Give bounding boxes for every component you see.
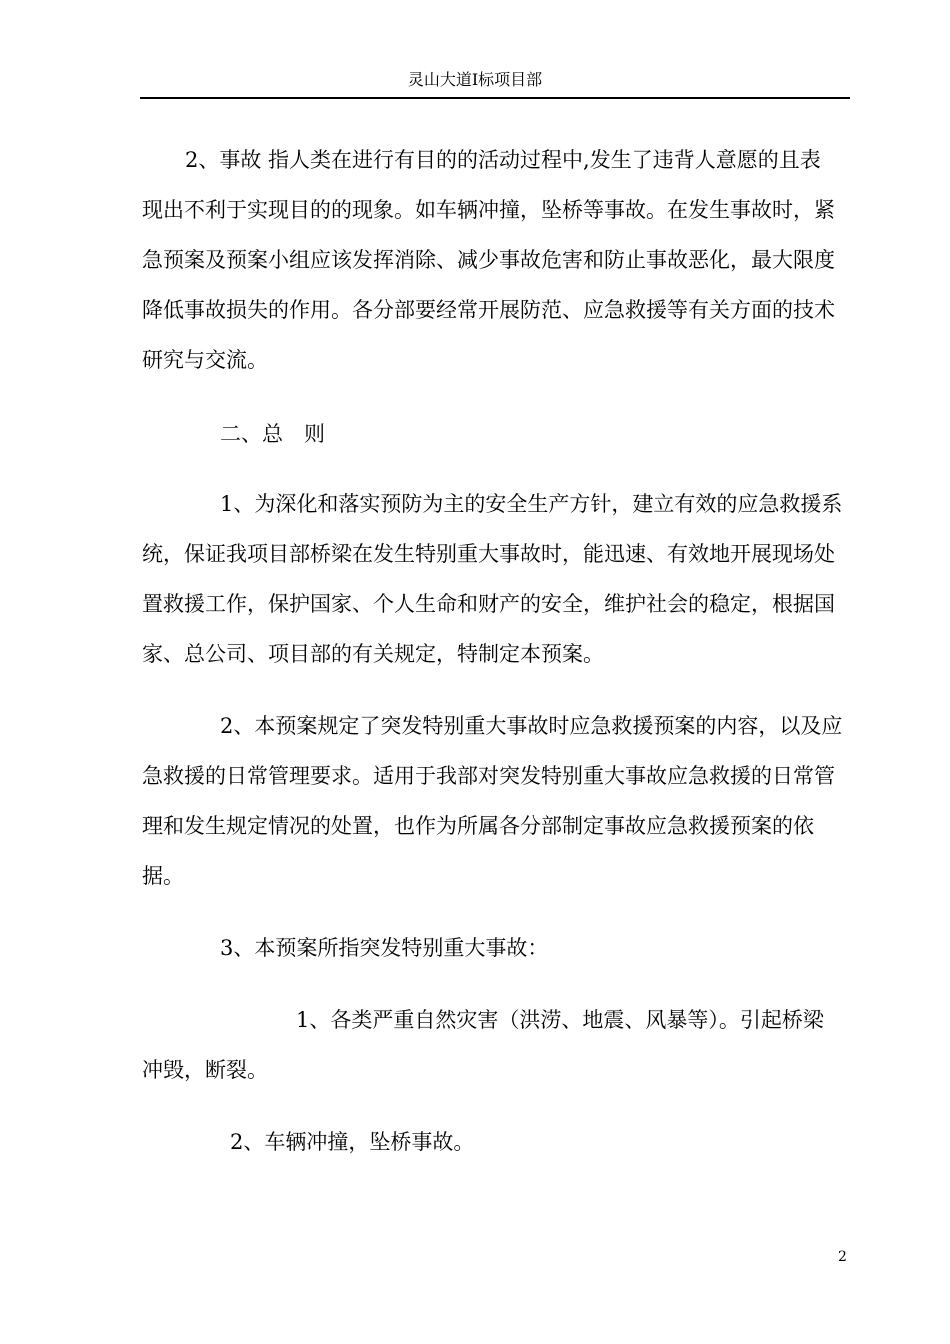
section-heading: 二、总 则 [220, 422, 325, 446]
running-header: 灵山大道I标项目部 [407, 70, 543, 89]
text-line: 1、各类严重自然灾害（洪涝、地震、风暴等）。引起桥梁 [296, 1008, 824, 1032]
text-line: 据。 [142, 864, 184, 888]
text-line: 2、本预案规定了突发特别重大事故时应急救援预案的内容，以及应 [220, 714, 843, 738]
text-line: 降低事故损失的作用。各分部要经常开展防范、应急救援等有关方面的技术 [142, 298, 835, 322]
page-number: 2 [838, 1249, 847, 1265]
text-line: 现出不利于实现目的的现象。如车辆冲撞，坠桥等事故。在发生事故时，紧 [142, 198, 835, 222]
text-line: 2、事故 指人类在进行有目的的活动过程中,发生了违背人意愿的且表 [185, 148, 821, 172]
text-line: 3、本预案所指突发特别重大事故： [220, 936, 549, 960]
text-line: 急救援的日常管理要求。适用于我部对突发特别重大事故应急救援的日常管 [142, 764, 835, 788]
text-line: 急预案及预案小组应该发挥消除、减少事故危害和防止事故恶化，最大限度 [142, 248, 835, 272]
text-line: 1、为深化和落实预防为主的安全生产方针，建立有效的应急救援系 [220, 492, 843, 516]
text-line: 理和发生规定情况的处置，也作为所属各分部制定事故应急救援预案的依 [142, 814, 814, 838]
text-line: 置救援工作，保护国家、个人生命和财产的安全，维护社会的稳定，根据国 [142, 592, 835, 616]
text-line: 统，保证我项目部桥梁在发生特别重大事故时，能迅速、有效地开展现场处 [142, 542, 835, 566]
text-line: 家、总公司、项目部的有关规定，特制定本预案。 [142, 642, 604, 666]
text-line: 研究与交流。 [142, 348, 268, 372]
text-line: 冲毁，断裂。 [142, 1058, 268, 1082]
text-line: 2、车辆冲撞，坠桥事故。 [230, 1130, 475, 1154]
header-rule [140, 97, 850, 99]
